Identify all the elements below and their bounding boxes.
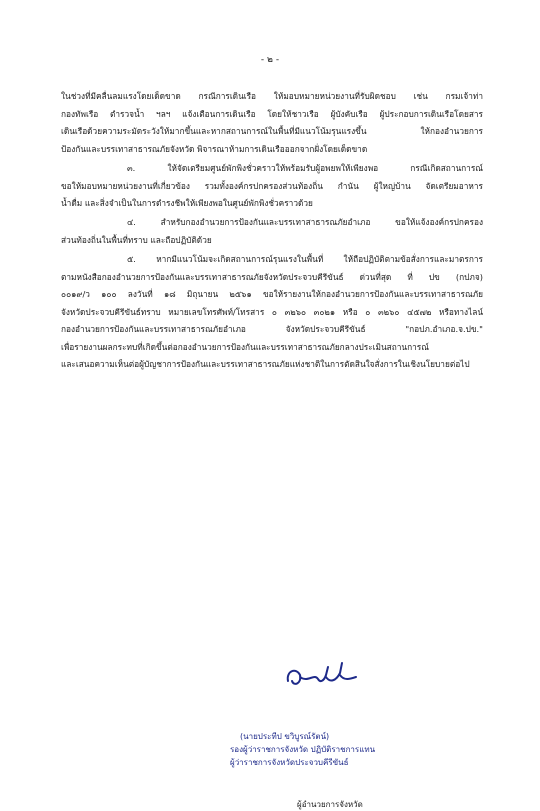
text-line: จังหวัดประจวบคีรีขันธ์ทราบ หมายเลขโทรศัพท์/โทรสาร ๐ ๓๒๖๐ ๓๐๒๑ หรือ ๐ ๓๒๖๐ ๔๕๗๒ หรือทางไลน์	[61, 306, 483, 317]
text-line: ๓. ให้จัดเตรียมศูนย์พักพิงชั่วคราวให้พร้อมรับผู้อพยพให้เพียงพอ กรณีเกิดสถานการณ์	[127, 163, 483, 173]
text-line: ป้องกันและบรรเทาสาธารณภัยจังหวัด พิจารณาห้ามการเดินเรือออกจากฝั่งโดยเด็ดขาด	[61, 143, 368, 154]
handwritten-signature	[282, 653, 362, 695]
paragraph-item-3	[61, 160, 483, 213]
text-line: ตามหนังสือกองอำนวยการป้องกันและบรรเทาสาธารณภัยจังหวัดประจวบคีรีขันธ์ ด่วนที่สุด ที่ ปข (กปภจ)	[61, 271, 483, 282]
paragraph-item-5	[61, 251, 483, 374]
text-line: และเสนอความเห็นต่อผู้บัญชาการป้องกันและบรรเทาสาธารณภัยแห่งชาติในการตัดสินใจสั่งการในเชิงนโยบายต่อไป	[61, 359, 470, 369]
paragraph-continuation	[61, 88, 483, 158]
text-line: ๕. หากมีแนวโน้มจะเกิดสถานการณ์รุนแรงในพื้นที่ ให้ถือปฏิบัติตามข้อสั่งการและมาตรการ	[127, 254, 483, 264]
text-line: ในช่วงที่มีคลื่นลมแรงโดยเด็ดขาด กรณีการเดินเรือ ให้มอบหมายหน่วยงานที่รับผิดชอบ เช่น กรมเจ้าท่า	[61, 91, 483, 101]
text-line: กองอำนวยการป้องกันและบรรเทาสาธารณภัยอำเภอ จังหวัดประจวบคีรีขันธ์ "กอปภ.อำเภอ.จ.ปข."	[61, 324, 483, 334]
text-line: ส่วนท้องถิ่นในพื้นที่ทราบ และถือปฏิบัติด้วย	[61, 234, 212, 245]
signer-name: (นายประทีป ขวิบูรณ์รัตน์)	[240, 732, 330, 741]
text-line: ๔. สำหรับกองอำนวยการป้องกันและบรรเทาสาธารณภัยอำเภอ ขอให้แจ้งองค์กรปกครอง	[127, 217, 483, 227]
text-line: กองทัพเรือ ตำรวจน้ำ ฯลฯ แจ้งเตือนการเดินเรือ โดยให้ชาวเรือ ผู้บังคับเรือ ผู้ประกอบการเดินเรือโดยสาร	[61, 108, 483, 119]
text-line: เดินเรือด้วยความระมัดระวังให้มากขึ้นและหากสถานการณ์ในพื้นที่มีแนวโน้มรุนแรงขึ้น ให้กองอำนวยการ	[61, 126, 483, 136]
signature-block	[230, 730, 430, 769]
page-number: - ๒ -	[260, 55, 280, 65]
paragraph-item-4	[61, 214, 483, 249]
text-line: น้ำดื่ม และสิ่งจำเป็นในการดำรงชีพให้เพียงพอในศูนย์พักพิงชั่วคราวด้วย	[61, 198, 313, 208]
director-label: ผู้อำนวยการจังหวัด	[297, 800, 363, 809]
text-line: ขอให้มอบหมายหน่วยงานที่เกี่ยวข้อง รวมทั้งองค์กรปกครองส่วนท้องถิ่น กำนัน ผู้ใหญ่บ้าน จัดเตรียมอาหาร	[61, 180, 483, 191]
signer-title: รองผู้ว่าราชการจังหวัด ปฏิบัติราชการแทน	[230, 745, 376, 754]
text-line: เพื่อรายงานผลกระทบที่เกิดขึ้นต่อกองอำนวยการป้องกันและบรรเทาสาธารณภัยกลางประเมินสถานการณ์	[61, 341, 429, 352]
signer-position: ผู้ว่าราชการจังหวัดประจวบคีรีขันธ์	[230, 758, 349, 767]
text-line: ๐๐๑๙/ว ๑๐๐ ลงวันที่ ๑๘ มิถุนายน ๒๕๖๑ ขอให้รายงานให้กองอำนวยการป้องกันและบรรเทาสาธารณภัย	[61, 289, 483, 299]
